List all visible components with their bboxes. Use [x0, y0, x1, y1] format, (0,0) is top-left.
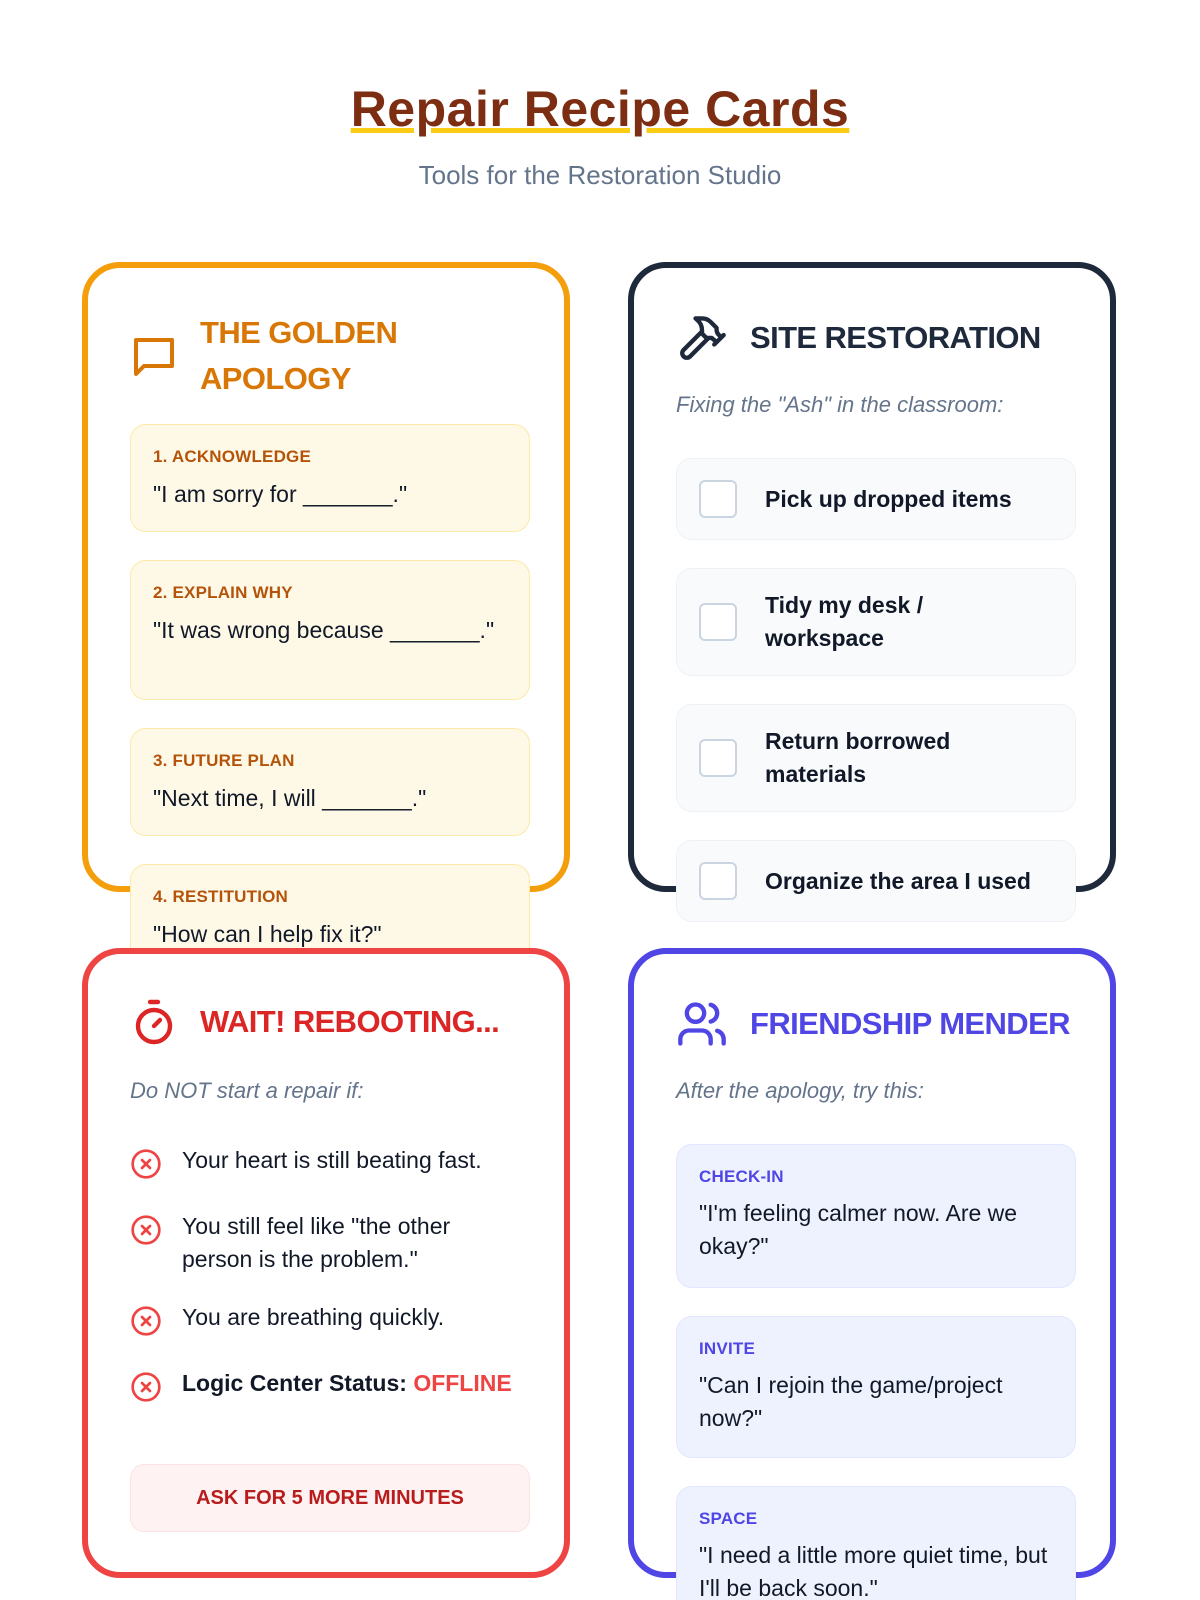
- mender-text: "I need a little more quiet time, but I'll be back soon.": [699, 1542, 1048, 1600]
- card-title: FRIENDSHIP MENDER: [750, 1006, 1070, 1041]
- apology-step: [130, 560, 530, 700]
- card-intro: After the apology, try this:: [676, 1078, 924, 1103]
- golden-apology-card: [82, 262, 570, 947]
- step-label: 2. EXPLAIN WHY: [153, 583, 293, 602]
- apology-step: [130, 424, 530, 532]
- warning-item: [130, 1144, 530, 1180]
- users-icon: [676, 998, 728, 1050]
- checklist-item[interactable]: [676, 568, 1076, 676]
- x-circle-icon: [130, 1305, 162, 1337]
- checkbox[interactable]: [699, 603, 737, 641]
- friendship-mender-card: [628, 948, 1116, 1600]
- warning-text: You are breathing quickly.: [182, 1304, 445, 1330]
- mender-label: INVITE: [699, 1339, 755, 1358]
- rebooting-card: [82, 948, 570, 1578]
- mender-text: "I'm feeling calmer now. Are we okay?": [699, 1200, 1018, 1259]
- status-line: [182, 1367, 512, 1400]
- checklist-item-label: Tidy my desk / workspace: [765, 592, 924, 651]
- mender-option: [676, 1316, 1076, 1458]
- card-header: [130, 998, 499, 1046]
- apology-step: [130, 728, 530, 836]
- mender-text: "Can I rejoin the game/project now?": [699, 1372, 1003, 1431]
- warning-text: Your heart is still beating fast.: [182, 1147, 482, 1173]
- page-subtitle: Tools for the Restoration Studio: [418, 160, 782, 190]
- site-restoration-card: [628, 262, 1116, 892]
- card-title: WAIT! REBOOTING...: [200, 1004, 500, 1039]
- step-text: "How can I help fix it?": [153, 921, 382, 947]
- card-header: [676, 998, 1070, 1050]
- status-value: OFFLINE: [413, 1370, 512, 1396]
- step-text: "Next time, I will _______.": [153, 785, 427, 811]
- hammer-icon: [676, 312, 728, 364]
- checklist-item-label: Pick up dropped items: [765, 485, 1012, 512]
- page-header: [0, 78, 1200, 191]
- checkbox[interactable]: [699, 480, 737, 518]
- mender-label: CHECK-IN: [699, 1167, 784, 1186]
- stopwatch-icon: [130, 998, 178, 1046]
- card-header: [676, 312, 1041, 364]
- warning-item: [130, 1367, 530, 1403]
- step-text: "It was wrong because _______.": [153, 617, 495, 643]
- x-circle-icon: [130, 1148, 162, 1180]
- warning-text: You still feel like "the other person is the problem.": [182, 1213, 451, 1272]
- x-circle-icon: [130, 1214, 162, 1246]
- speech-bubble-icon: [130, 332, 178, 380]
- checkbox[interactable]: [699, 862, 737, 900]
- warning-item: [130, 1210, 530, 1276]
- x-circle-icon: [130, 1371, 162, 1403]
- checklist-item[interactable]: [676, 458, 1076, 540]
- checklist-item[interactable]: [676, 840, 1076, 922]
- step-label: 3. FUTURE PLAN: [153, 751, 295, 770]
- checklist-item[interactable]: [676, 704, 1076, 812]
- card-title: SITE RESTORATION: [750, 320, 1041, 355]
- step-label: 4. RESTITUTION: [153, 887, 289, 906]
- mender-option: [676, 1144, 1076, 1288]
- mender-label: SPACE: [699, 1509, 758, 1528]
- step-text: "I am sorry for _______.": [153, 481, 408, 507]
- status-label: Logic Center Status:: [182, 1370, 407, 1396]
- checkbox[interactable]: [699, 739, 737, 777]
- page-title: Repair Recipe Cards: [350, 81, 850, 137]
- ask-more-minutes-button[interactable]: ASK FOR 5 MORE MINUTES: [130, 1464, 530, 1532]
- checklist-item-label: Return borrowed materials: [765, 728, 951, 787]
- mender-option: [676, 1486, 1076, 1600]
- warning-item: [130, 1301, 530, 1337]
- card-title-line: THE GOLDEN: [200, 315, 398, 350]
- card-intro: Fixing the "Ash" in the classroom:: [676, 392, 1004, 417]
- card-header: [130, 310, 397, 402]
- card-title: [200, 310, 397, 402]
- card-intro: Do NOT start a repair if:: [130, 1078, 364, 1103]
- card-title-line: APOLOGY: [200, 361, 351, 396]
- step-label: 1. ACKNOWLEDGE: [153, 447, 312, 466]
- checklist-item-label: Organize the area I used: [765, 867, 1031, 894]
